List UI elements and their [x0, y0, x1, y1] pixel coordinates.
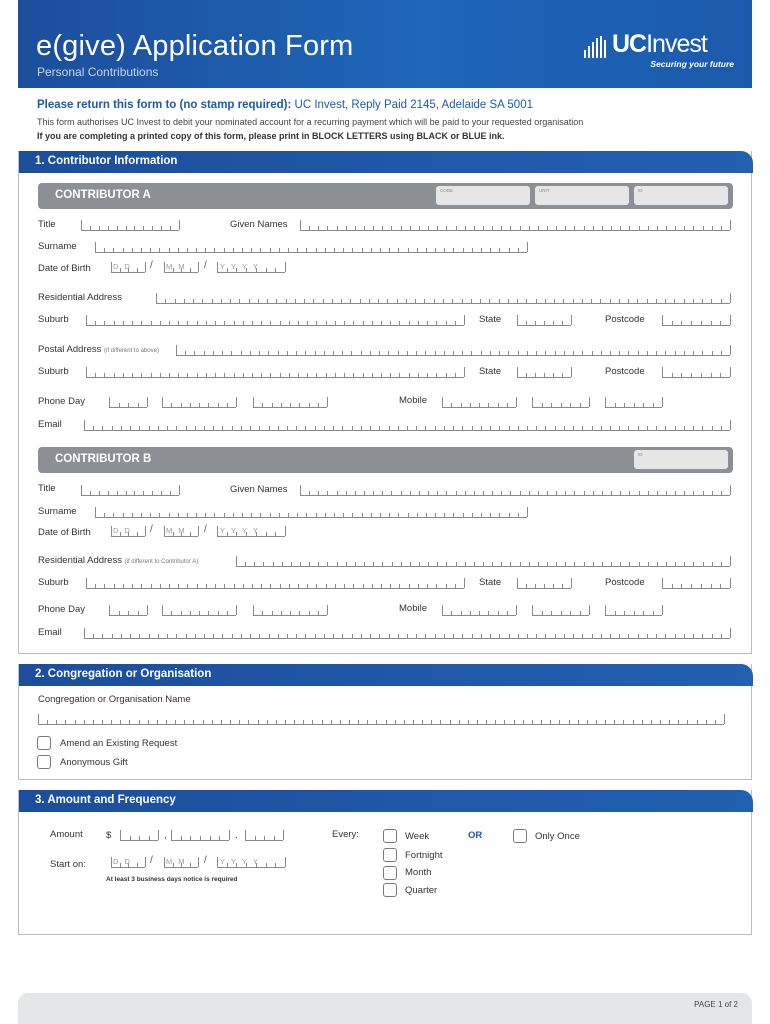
form-header: [18, 0, 752, 88]
amend-request-checkbox[interactable]: [37, 736, 51, 750]
email-field-b[interactable]: [84, 629, 730, 639]
suburb-label-a: Suburb: [38, 314, 69, 325]
mobile-part3-a[interactable]: [605, 398, 662, 408]
start-on-label: Start on:: [50, 859, 86, 870]
fortnight-checkbox[interactable]: [383, 848, 397, 862]
week-label: Week: [405, 831, 430, 842]
organisation-name-label: Congregation or Organisation Name: [38, 694, 191, 705]
phone-day-area-a[interactable]: [109, 398, 147, 408]
phone-day-part2-a[interactable]: [253, 398, 327, 408]
contributor-b-title: CONTRIBUTOR B: [55, 453, 152, 465]
email-label-a: Email: [38, 419, 62, 430]
suburb-field-b[interactable]: [86, 579, 464, 589]
title-label-b: Title: [38, 483, 56, 494]
email-label-b: Email: [38, 627, 62, 638]
state-field-a[interactable]: [517, 316, 571, 326]
phone-day-part1-b[interactable]: [162, 606, 236, 616]
postcode-field-a[interactable]: [662, 316, 730, 326]
postal-state-field-a[interactable]: [517, 368, 571, 378]
phone-day-area-b[interactable]: [109, 606, 147, 616]
phone-day-label-a: Phone Day: [38, 396, 86, 407]
dob-label-b: Date of Birth: [38, 527, 91, 538]
state-label-a: State: [479, 314, 502, 325]
section-3-title: 3. Amount and Frequency: [35, 794, 176, 806]
logo-bars-icon: [584, 36, 608, 58]
given-names-field-b[interactable]: [300, 486, 730, 496]
uc-invest-logo: [584, 30, 734, 72]
mobile-part2-a[interactable]: [532, 398, 589, 408]
only-once-label: Only Once: [535, 831, 580, 842]
quarter-checkbox[interactable]: [383, 883, 397, 897]
suburb-field-a[interactable]: [86, 316, 464, 326]
amount-thousands-field[interactable]: [120, 831, 158, 841]
section-2-header: [19, 664, 753, 686]
suburb-label-b: Suburb: [38, 577, 69, 588]
office-unit-box: UNIT: [535, 186, 629, 205]
mobile-part1-a[interactable]: [442, 398, 516, 408]
form-title: e(give) Application Form: [36, 30, 354, 62]
week-checkbox[interactable]: [383, 829, 397, 843]
residential-field-a[interactable]: [156, 294, 730, 304]
surname-field-b[interactable]: [95, 508, 527, 518]
phone-day-part2-b[interactable]: [253, 606, 327, 616]
authorisation-text: This form authorises UC Invest to debit your nominated account for a recurring payment which will be paid to your requested organisation: [37, 117, 584, 127]
mobile-part1-b[interactable]: [442, 606, 516, 616]
section-3-header: [19, 790, 753, 812]
postal-field-a[interactable]: [176, 346, 730, 356]
title-field-a[interactable]: [81, 221, 179, 231]
section-2-title: 2. Congregation or Organisation: [35, 668, 212, 680]
surname-field-a[interactable]: [95, 243, 527, 253]
page-number: PAGE 1 of 2: [694, 1000, 738, 1009]
residential-label-b: Residential Address (if different to Contributor A): [38, 555, 199, 566]
month-label: Month: [405, 867, 432, 878]
every-label: Every:: [332, 829, 359, 840]
mobile-label-b: Mobile: [399, 603, 427, 614]
dob-label-a: Date of Birth: [38, 263, 91, 274]
postal-suburb-field-a[interactable]: [86, 368, 464, 378]
section-amount-frequency: 3. Amount and Frequency Amount $ , . Start on: DD / MM / YYYY At least 3 business days notice is required Every: Week Fortnight Month Quarter OR Only Once: [18, 790, 752, 935]
office-id-box-b: ID: [634, 450, 728, 469]
print-note: If you are completing a printed copy of this form, please print in BLOCK LETTERS using BLACK or BLUE ink.: [37, 131, 505, 141]
amount-decimal: .: [235, 830, 238, 841]
section-congregation: [18, 664, 752, 780]
logo-tagline: Securing your future: [650, 59, 734, 69]
currency-symbol: $: [106, 830, 112, 841]
fortnight-label: Fortnight: [405, 850, 443, 861]
mobile-part2-b[interactable]: [532, 606, 589, 616]
logo-wordmark: UCInvest: [612, 30, 707, 58]
anonymous-gift-checkbox[interactable]: [37, 755, 51, 769]
postcode-label-b: Postcode: [605, 577, 645, 588]
mobile-part3-b[interactable]: [605, 606, 662, 616]
postal-postcode-field-a[interactable]: [662, 368, 730, 378]
postcode-label-a: Postcode: [605, 314, 645, 325]
phone-day-label-b: Phone Day: [38, 604, 86, 615]
postcode-field-b[interactable]: [662, 579, 730, 589]
contributor-a-bar: [38, 183, 733, 209]
amount-hundreds-field[interactable]: [171, 831, 229, 841]
title-field-b[interactable]: [81, 486, 179, 496]
form-subtitle: Personal Contributions: [37, 65, 159, 79]
residential-label-a: Residential Address: [38, 292, 122, 303]
given-names-field-a[interactable]: [300, 221, 730, 231]
residential-field-b[interactable]: [236, 557, 730, 567]
anonymous-gift-label: Anonymous Gift: [60, 757, 128, 768]
surname-label-a: Surname: [38, 241, 77, 252]
organisation-name-field[interactable]: [38, 715, 724, 725]
state-field-b[interactable]: [517, 579, 571, 589]
email-field-a[interactable]: [84, 421, 730, 431]
title-label-a: Title: [38, 219, 56, 230]
or-label: OR: [468, 830, 483, 841]
postal-state-label-a: State: [479, 366, 502, 377]
contributor-a-title: CONTRIBUTOR A: [55, 189, 151, 201]
section-contributor-information: 1. Contributor Information CONTRIBUTOR A CODE UNIT ID Title Given Names Surname Date of Birth DD / MM / YYYY Residential Address Suburb State Postcode Postal Address (if different to above) Suburb State Postcode Phone Day Mobile Email CONTRIBUTOR B ID Title Given Names Surname Date of Birth DD / MM / YYYY Residential Address (if different to Contributor A) Suburb State Postcode Phone Day Mobile Email: [18, 151, 752, 654]
state-label-b: State: [479, 577, 502, 588]
office-id-box: ID: [634, 186, 728, 205]
amount-comma: ,: [164, 830, 167, 841]
surname-label-b: Surname: [38, 506, 77, 517]
contributor-b-bar: [38, 447, 733, 473]
postal-postcode-label-a: Postcode: [605, 366, 645, 377]
amend-request-label: Amend an Existing Request: [60, 738, 178, 749]
quarter-label: Quarter: [405, 885, 438, 896]
given-names-label-a: Given Names: [230, 219, 288, 230]
month-checkbox[interactable]: [383, 866, 397, 880]
postal-label-a: Postal Address (if different to above): [38, 344, 159, 355]
given-names-label-b: Given Names: [230, 484, 288, 495]
phone-day-part1-a[interactable]: [162, 398, 236, 408]
page-footer: [18, 993, 752, 1024]
section-1-title: 1. Contributor Information: [35, 155, 178, 167]
office-code-box: CODE: [436, 186, 530, 205]
section-1-header: [19, 151, 753, 173]
amount-label: Amount: [50, 829, 83, 840]
mobile-label-a: Mobile: [399, 395, 427, 406]
amount-cents-field[interactable]: [245, 831, 283, 841]
postal-suburb-label-a: Suburb: [38, 366, 69, 377]
notice-text: At least 3 business days notice is required: [106, 876, 238, 883]
only-once-checkbox[interactable]: [513, 829, 527, 843]
return-address: Please return this form to (no stamp required): UC Invest, Reply Paid 2145, Adelaide SA 5001: [37, 99, 533, 111]
